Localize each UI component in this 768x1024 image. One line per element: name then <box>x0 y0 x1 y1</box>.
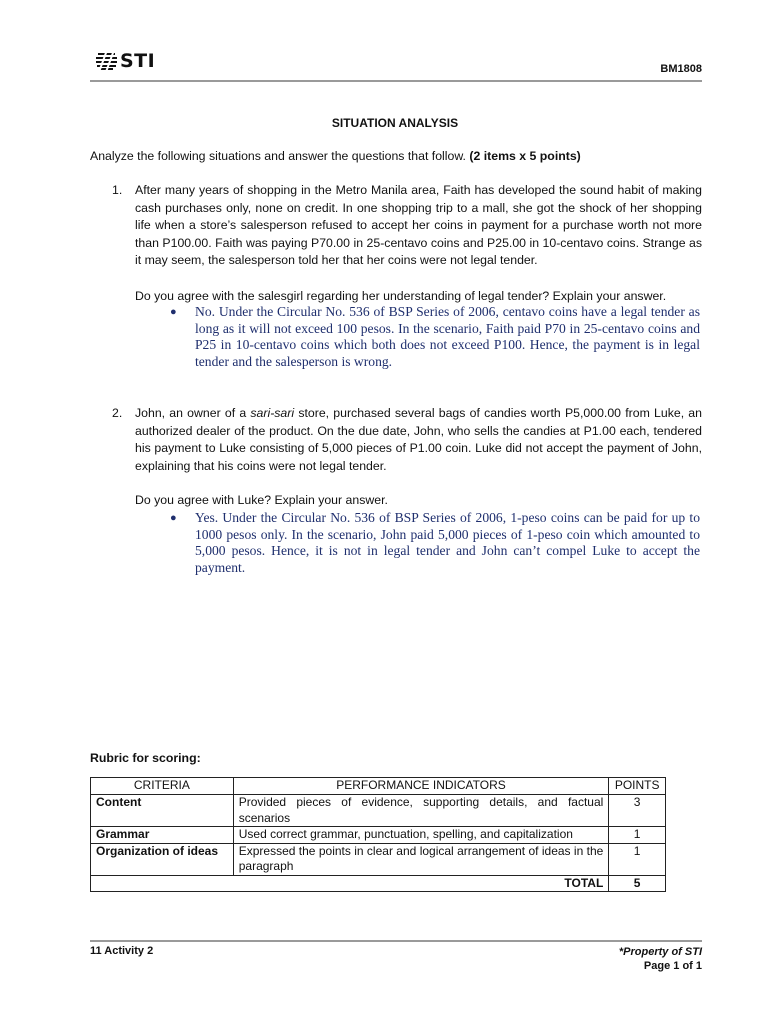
criteria-cell: Grammar <box>91 827 234 844</box>
instructions <box>90 149 581 163</box>
table-row <box>91 843 666 875</box>
situation-item-1 <box>112 182 702 270</box>
rubric-table <box>90 777 666 892</box>
criteria-cell: Content <box>91 795 234 827</box>
column-header: CRITERIA <box>91 778 234 795</box>
logo-text: STI <box>120 50 156 72</box>
answer-2 <box>170 510 700 576</box>
situation-paragraph <box>135 405 702 475</box>
sti-logo <box>96 50 155 72</box>
column-header: POINTS <box>609 778 666 795</box>
points-cell: 1 <box>609 843 666 875</box>
total-row <box>91 875 666 892</box>
bullet-icon: ● <box>170 306 177 318</box>
question-2: Do you agree with Luke? Explain your answer. <box>135 493 388 507</box>
footer-divider <box>90 940 702 942</box>
column-header: PERFORMANCE INDICATORS <box>233 778 609 795</box>
paragraph-start: John, an owner of a <box>135 406 251 420</box>
paragraph-end: store, purchased several bags of candies worth P5,000.00 from Luke, an authorized dealer of the product. On the due date, John, who sells the candies at P1.00 each, tendered his payment to Luke consisting of 5,000 pieces of P1.00 coin. Luke did not accept the payment of John, explaining that his coins were not legal tender. <box>135 406 702 473</box>
total-points: 5 <box>609 875 666 892</box>
points-cell: 3 <box>609 795 666 827</box>
item-number: 2. <box>112 406 123 420</box>
page-number: Page 1 of 1 <box>643 960 702 972</box>
table-row <box>91 827 666 844</box>
rubric-title: Rubric for scoring: <box>90 751 201 765</box>
indicator-cell: Expressed the points in clear and logical arrangement of ideas in the paragraph <box>233 843 609 875</box>
total-label: TOTAL <box>91 875 609 892</box>
page-title: SITUATION ANALYSIS <box>331 116 459 130</box>
instructions-text: Analyze the following situations and answer the questions that follow. <box>90 149 470 163</box>
item-number: 1. <box>112 183 123 197</box>
paragraph-italic: sari-sari <box>250 406 295 420</box>
points-cell: 1 <box>609 827 666 844</box>
indicator-cell: Used correct grammar, punctuation, spelling, and capitalization <box>233 827 609 844</box>
indicator-cell: Provided pieces of evidence, supporting details, and factual scenarios <box>233 795 609 827</box>
activity-label: 11 Activity 2 <box>90 945 154 957</box>
instructions-points: (2 items x 5 points) <box>469 149 581 163</box>
answer-text: No. Under the Circular No. 536 of BSP Series of 2006, centavo coins have a legal tender as long as it will not exceed 100 pesos. In the scenario, Faith paid P70 in 25-centavo coins and P25 in 10-centavo coins which both does not exceed P100. Hence, the payment is in legal tender and the salesperson is wrong. <box>195 304 700 369</box>
question-1: Do you agree with the salesgirl regarding her understanding of legal tender? Explain your answer. <box>135 289 667 303</box>
table-row <box>91 795 666 827</box>
situation-item-2 <box>112 405 702 475</box>
globe-logo-icon <box>96 51 118 71</box>
footer-info <box>619 945 702 973</box>
table-header-row <box>91 778 666 795</box>
document-code: BM1808 <box>660 63 702 75</box>
situation-paragraph: After many years of shopping in the Metro Manila area, Faith has developed the sound habit of making cash purchases only, none on credit. In one shopping trip to a mall, she got the shock of her shopping life when a store’s salesperson refused to accept her coins in payment for a purchase worth not more than P100.00. Faith was paying P70.00 in 25-centavo coins and P25.00 in 10-centavo coins. Strange as it may seem, the salesperson told her that her coins were not legal tender. <box>135 183 702 268</box>
header-divider <box>90 80 702 82</box>
answer-text: Yes. Under the Circular No. 536 of BSP Series of 2006, 1-peso coins can be paid for up to 1000 pesos only. In the scenario, John paid 5,000 pieces of 1-peso coin which amounted to 5,000 pesos. Hence, it is not in legal tender and John can’t compel Luke to accept the payment. <box>195 510 700 575</box>
property-notice: *Property of STI <box>618 946 702 958</box>
bullet-icon: ● <box>170 512 177 524</box>
answer-1 <box>170 304 700 370</box>
criteria-cell: Organization of ideas <box>91 843 234 875</box>
